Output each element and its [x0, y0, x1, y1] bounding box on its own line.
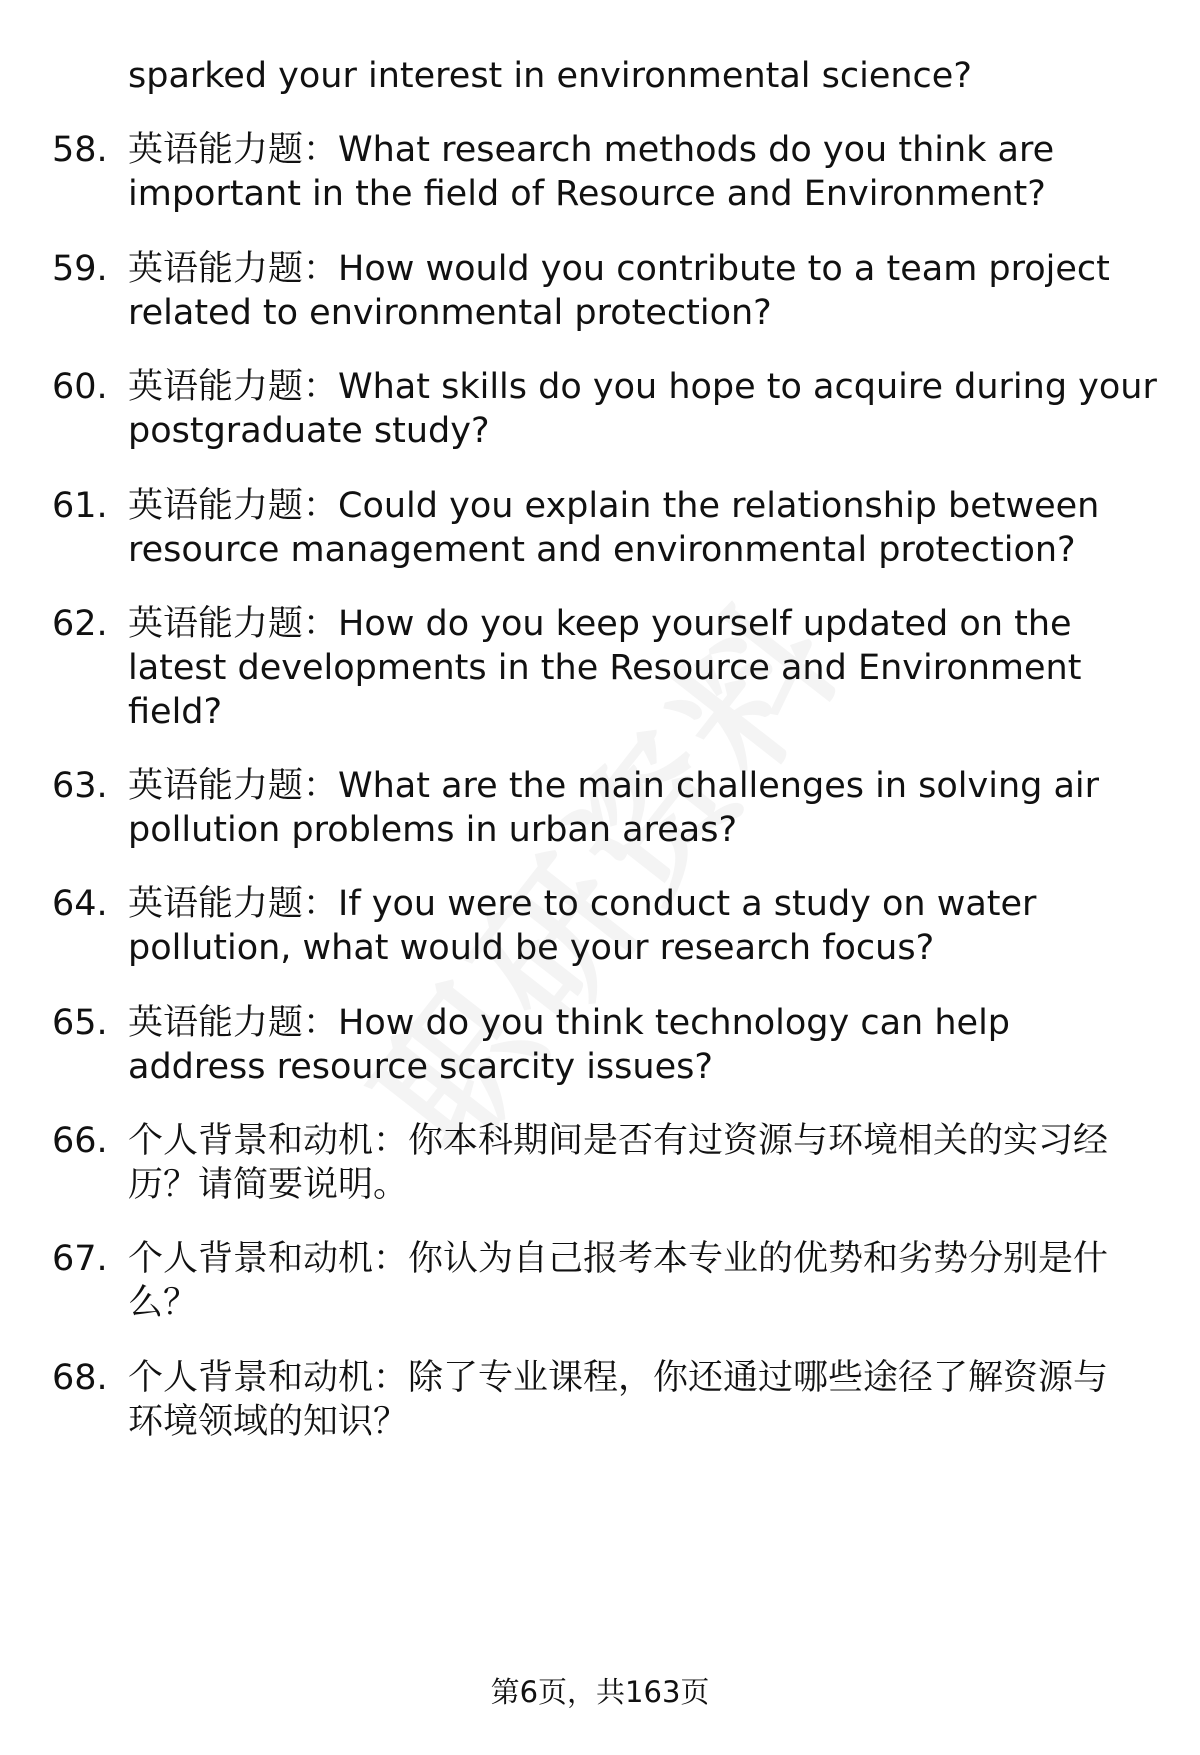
- question-number: 66.: [52, 1121, 108, 1161]
- question-number: 64.: [52, 884, 108, 924]
- question-line: 英语能力题：If you were to conduct a study on water: [128, 884, 1037, 924]
- question-line: 英语能力题：How would you contribute to a team project: [128, 249, 1110, 289]
- question-line: latest developments in the Resource and Environment: [128, 648, 1082, 688]
- question-line: address resource scarcity issues?: [128, 1047, 713, 1087]
- question-line: 个人背景和动机：除了专业课程，你还通过哪些途径了解资源与: [128, 1358, 1109, 1398]
- question-number: 67.: [52, 1239, 108, 1279]
- question-number: 60.: [52, 367, 108, 407]
- question-line: 英语能力题：What are the main challenges in solving air: [128, 766, 1100, 806]
- question-number: 68.: [52, 1358, 108, 1398]
- question-line: pollution problems in urban areas?: [128, 810, 738, 850]
- question-line: 么？: [128, 1283, 199, 1323]
- question-line: 环境领域的知识？: [128, 1402, 409, 1442]
- question-number: 62.: [52, 604, 108, 644]
- question-line: 英语能力题：How do you keep yourself updated on the: [128, 604, 1072, 644]
- question-number: 59.: [52, 249, 108, 289]
- question-number: 61.: [52, 486, 108, 526]
- question-line: postgraduate study?: [128, 411, 490, 451]
- question-line: 英语能力题：Could you explain the relationship between: [128, 486, 1100, 526]
- question-line: related to environmental protection?: [128, 293, 772, 333]
- question-line: pollution, what would be your research focus?: [128, 928, 935, 968]
- question-line: 英语能力题：How do you think technology can help: [128, 1003, 1011, 1043]
- continued-question-text: sparked your interest in environmental science?: [128, 56, 972, 96]
- question-line: 历？请简要说明。: [128, 1165, 409, 1205]
- question-number: 63.: [52, 766, 108, 806]
- question-line: 个人背景和动机：你认为自己报考本专业的优势和劣势分别是什: [128, 1239, 1109, 1279]
- question-line: important in the field of Resource and Environment?: [128, 174, 1046, 214]
- question-line: 个人背景和动机：你本科期间是否有过资源与环境相关的实习经: [128, 1121, 1109, 1161]
- question-number: 65.: [52, 1003, 108, 1043]
- question-line: resource management and environmental protection?: [128, 530, 1076, 570]
- question-number: 58.: [52, 130, 108, 170]
- page-footer: 第6页，共163页: [490, 1675, 710, 1709]
- question-line: 英语能力题：What research methods do you think are: [128, 130, 1055, 170]
- question-line: 英语能力题：What skills do you hope to acquire during your: [128, 367, 1157, 407]
- question-line: field?: [128, 692, 223, 732]
